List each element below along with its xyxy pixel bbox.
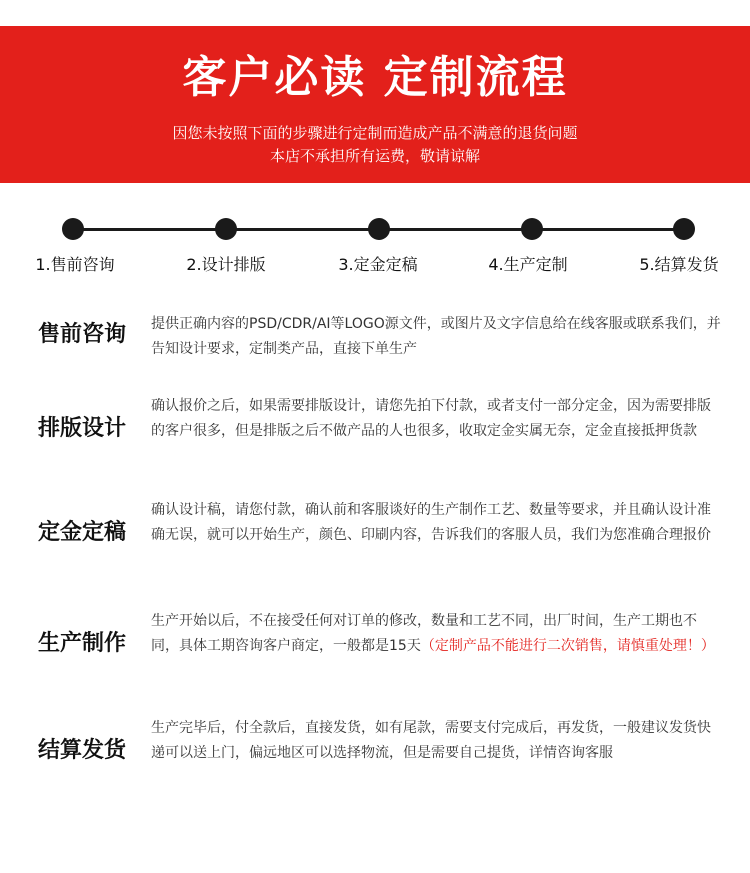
step-label-5: 5.结算发货	[639, 255, 719, 274]
section-title: 生产制作	[38, 631, 127, 656]
section-body: 确认设计稿，请您付款，确认前和客服谈好的生产制作工艺、数量等要求，并且确认设计准确无误，就可以开始生产，颜色、印刷内容，告诉我们的客服人员，我们为您准确合理报价	[151, 502, 711, 543]
step-label-2: 2.设计排版	[186, 255, 266, 274]
section-title: 排版设计	[38, 416, 127, 441]
warning-highlight: （定制产品不能进行二次销售，请慎重处理！）	[420, 638, 715, 654]
section-body	[151, 609, 721, 659]
section-title: 定金定稿	[38, 520, 127, 545]
section-body: 提供正确内容的PSD/CDR/AI等LOGO源文件，或图片及文字信息给在线客服或联系我们，并告知设计要求，定制类产品，直接下单生产	[151, 316, 721, 357]
header-notice-line-2: 本店不承担所有运费，敬请谅解	[269, 147, 480, 165]
header-notice-line-1: 因您未按照下面的步骤进行定制而造成产品不满意的退货问题	[172, 124, 578, 142]
section-title: 结算发货	[38, 738, 127, 763]
step-label-3: 3.定金定稿	[338, 255, 418, 274]
timeline-dot-2	[215, 218, 237, 240]
page-title: 客户必读 定制流程	[182, 52, 568, 103]
timeline-dot-4	[521, 218, 543, 240]
section-title: 售前咨询	[38, 322, 127, 347]
timeline-dot-5	[673, 218, 695, 240]
timeline-dot-3	[368, 218, 390, 240]
section-body-text: 生产开始以后，不在接受任何对订单的修改，数量和工艺不同，出厂时间，生产工期也不同，具体工期咨询客户商定，一般都是15天	[151, 613, 697, 654]
timeline-dot-1	[62, 218, 84, 240]
step-label-1: 1.售前咨询	[35, 255, 115, 274]
step-label-4: 4.生产定制	[488, 255, 568, 274]
section-body: 确认报价之后，如果需要排版设计，请您先拍下付款，或者支付一部分定金，因为需要排版的客户很多，但是排版之后不做产品的人也很多，收取定金实属无奈，定金直接抵押货款	[151, 398, 711, 439]
header-banner	[0, 26, 750, 183]
section-body: 生产完毕后，付全款后，直接发货，如有尾款，需要支付完成后，再发货，一般建议发货快递可以送上门，偏远地区可以选择物流，但是需要自己提货，详情咨询客服	[151, 720, 711, 761]
